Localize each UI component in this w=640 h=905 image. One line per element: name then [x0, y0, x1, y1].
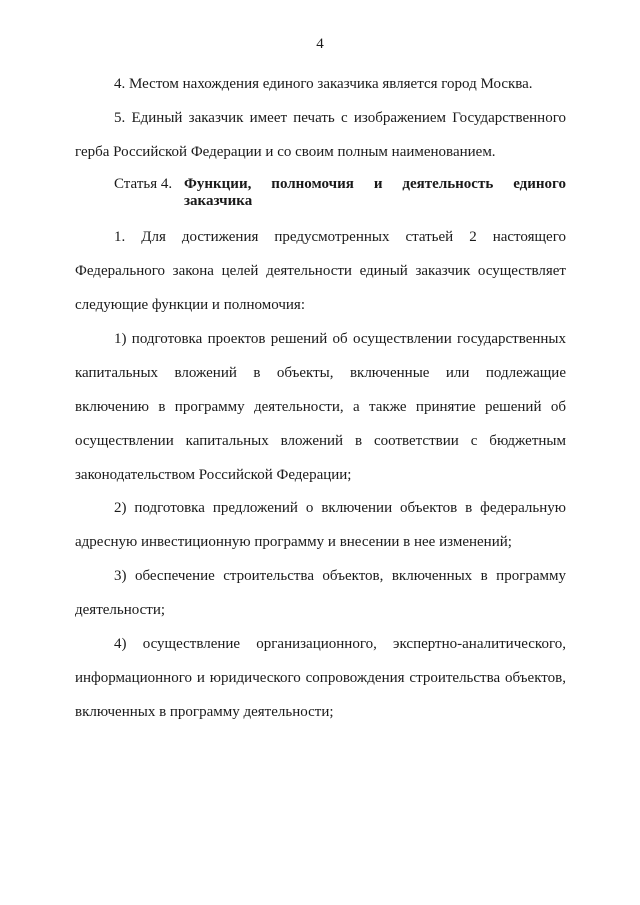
- article-title-line-1: Функции, полномочия и деятельность единого: [184, 176, 566, 192]
- article-number: Статья 4.: [114, 176, 173, 192]
- article-heading: [114, 176, 566, 210]
- article-title: [184, 176, 566, 210]
- article-title-line-2: заказчика: [184, 193, 253, 209]
- page-number: 4: [316, 36, 324, 52]
- paragraph-seal: 5. Единый заказчик имеет печать с изображением Государственного герба Российской Федерации и со своим полным наименованием.: [75, 110, 566, 160]
- list-item-1: 1) подготовка проектов решений об осуществлении государственных капитальных вложений в объекты, включенные или подлежащие включению в программу деятельности, а также принятие решений об осуществлении капитальных вложений в соответствии с бюджетным законодательством Российской Федерации;: [75, 331, 566, 483]
- list-item-2: 2) подготовка предложений о включении объектов в федеральную адресную инвестиционную программу и внесении в нее изменений;: [75, 500, 566, 550]
- paragraph-location: 4. Местом нахождения единого заказчика является город Москва.: [114, 76, 533, 92]
- list-item-4: 4) осуществление организационного, экспертно-аналитического, информационного и юридического сопровождения строительства объектов, включенных в программу деятельности;: [75, 636, 566, 720]
- paragraph-functions-intro: 1. Для достижения предусмотренных статьей 2 настоящего Федерального закона целей деятельности единый заказчик осуществляет следующие функции и полномочия:: [75, 229, 566, 313]
- list-item-3: 3) обеспечение строительства объектов, включенных в программу деятельности;: [75, 568, 566, 618]
